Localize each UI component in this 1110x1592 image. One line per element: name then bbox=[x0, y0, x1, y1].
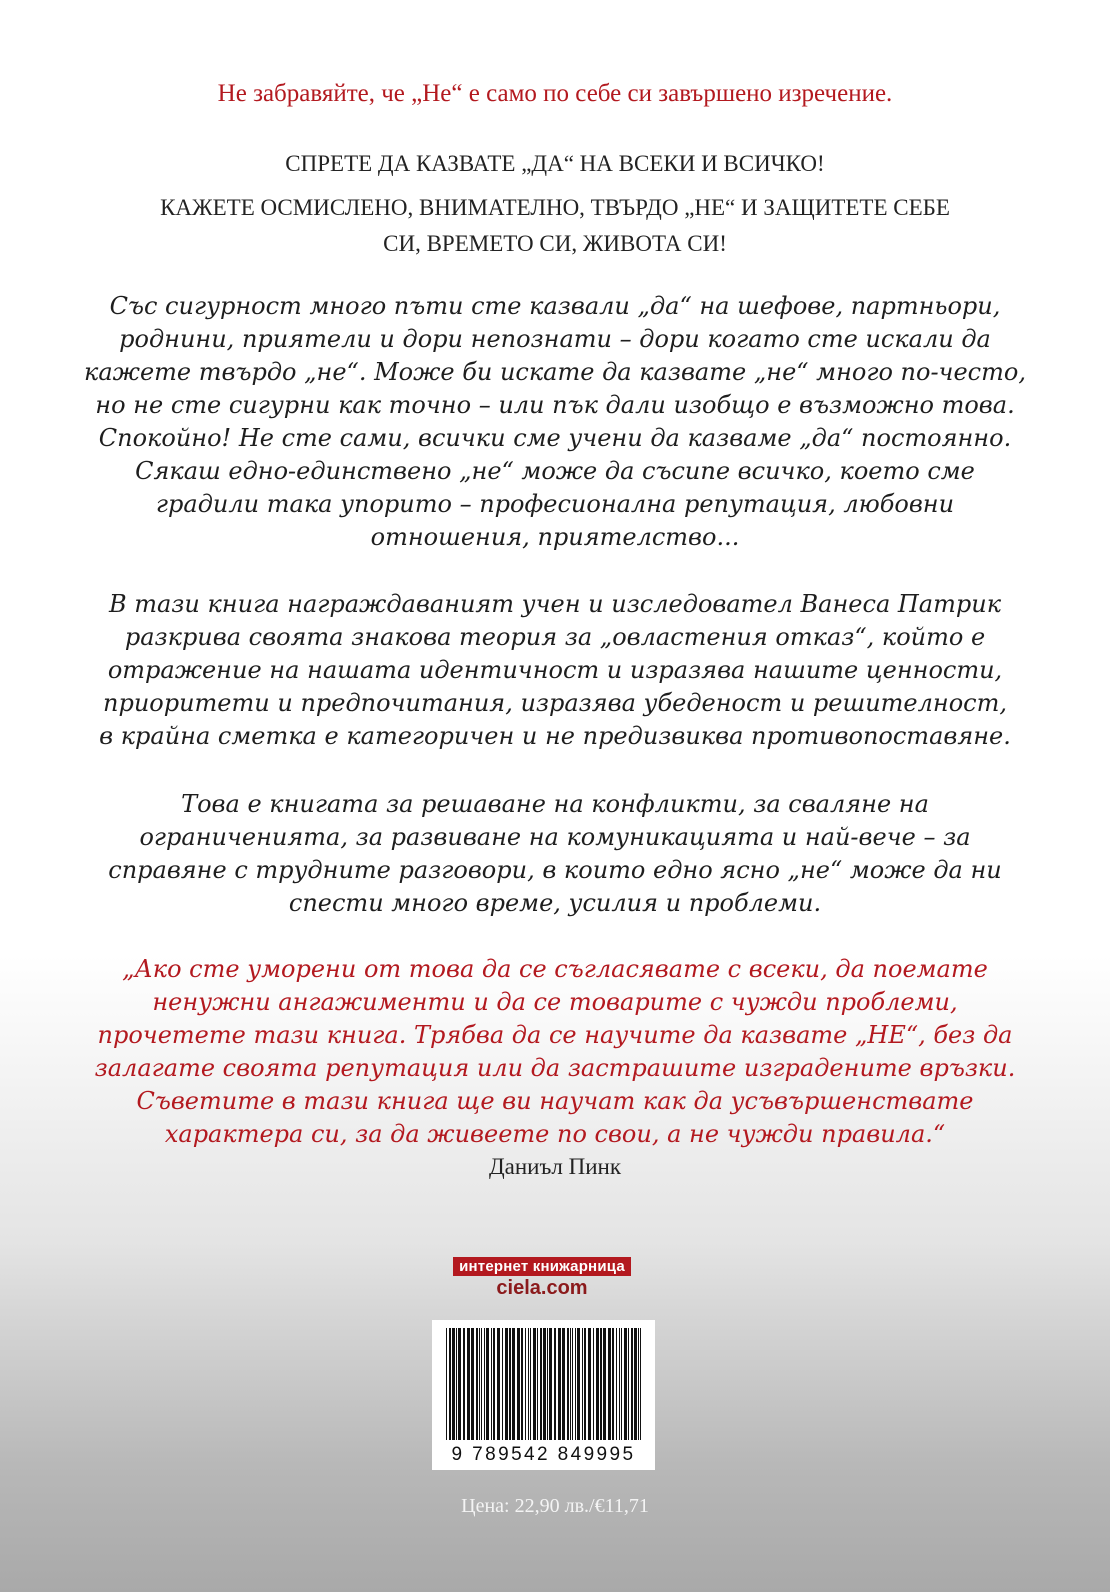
quote-author: Даниъл Пинк bbox=[488, 1154, 622, 1179]
paragraph1-line: Сякаш едно-единствено „не“ може да съсипе всичко, което сме bbox=[135, 457, 975, 485]
barcode-bar bbox=[517, 1328, 520, 1440]
barcode-bar bbox=[567, 1328, 569, 1440]
barcode-bar bbox=[638, 1328, 639, 1440]
paragraph1-line: кажете твърдо „не“. Може би искате да казвате „не“ много по-често, bbox=[84, 358, 1026, 386]
paragraph2-line: в крайна сметка е категоричен и не предизвиква противопоставяне. bbox=[99, 722, 1011, 750]
barcode-bar bbox=[616, 1328, 617, 1440]
callout-line-2: КАЖЕТЕ ОСМИСЛЕНО, ВНИМАТЕЛНО, ТВЪРДО „НЕ“ И ЗАЩИТЕТЕ СЕБЕ bbox=[160, 195, 950, 220]
barcode-bar bbox=[456, 1328, 457, 1440]
paragraph3-line: Това е книгата за решаване на конфликти, за сваляне на bbox=[181, 790, 929, 818]
barcode-bar bbox=[624, 1328, 627, 1440]
quote-line: залагате своята репутация или да застрашите изградените връзки. bbox=[94, 1054, 1016, 1082]
paragraph2-line: приоритети и предпочитания, изразява убеденост и решителност, bbox=[103, 689, 1007, 717]
barcode-bar bbox=[577, 1328, 580, 1440]
barcode-bar bbox=[640, 1328, 641, 1440]
paragraph1-line: Със сигурност много пъти сте казвали „да“ на шефове, партньори, bbox=[109, 292, 1001, 320]
barcode-bar bbox=[449, 1328, 451, 1440]
barcode-bar bbox=[497, 1328, 500, 1440]
logo-bottom-label: ciela.com bbox=[496, 1277, 588, 1299]
barcode-bar bbox=[509, 1328, 511, 1440]
barcode-bar bbox=[547, 1328, 548, 1440]
barcode-bar bbox=[512, 1328, 515, 1440]
barcode-bar bbox=[543, 1328, 546, 1440]
paragraph3-line: спести много време, усилия и проблеми. bbox=[288, 889, 822, 917]
barcode-bar bbox=[584, 1328, 586, 1440]
barcode-bar bbox=[446, 1328, 447, 1440]
quote-line: Съветите в тази книга ще ви научат как да усъвършенствате bbox=[136, 1087, 974, 1115]
price-label: Цена: 22,90 лв./€11,71 bbox=[461, 1495, 649, 1517]
barcode-bar bbox=[631, 1328, 633, 1440]
barcode-bar bbox=[521, 1328, 523, 1440]
paragraph1-line: отношения, приятелство... bbox=[370, 523, 740, 551]
paragraph3-line: справяне с трудните разговори, в които едно ясно „не“ може да ни bbox=[108, 856, 1002, 884]
quote-line: ненужни ангажименти и да се товарите с чужди проблеми, bbox=[152, 988, 958, 1016]
barcode-bar bbox=[582, 1328, 583, 1440]
barcode-bar bbox=[603, 1328, 606, 1440]
barcode-bar bbox=[593, 1328, 594, 1440]
paragraph1-line: градили така упорито – професионална репутация, любовни bbox=[155, 490, 955, 518]
barcode-bar bbox=[533, 1328, 536, 1440]
barcode-bar bbox=[463, 1328, 465, 1440]
barcode-bar bbox=[540, 1328, 542, 1440]
barcode-bar bbox=[608, 1328, 611, 1440]
paragraph2-line: разкрива своята знакова теория за „овластения отказ“, който е bbox=[124, 623, 986, 651]
barcode-bar bbox=[458, 1328, 461, 1440]
barcode-bar bbox=[537, 1328, 538, 1440]
barcode-bar bbox=[486, 1328, 489, 1440]
paragraph1-line: но не сте сигурни как точно – или пък дали изобщо е възможно това. bbox=[95, 391, 1015, 419]
barcode-bar bbox=[467, 1328, 470, 1440]
barcode-bars bbox=[432, 1320, 655, 1444]
paragraph3-line: ограниченията, за развиване на комуникацията и най-вече – за bbox=[139, 823, 971, 851]
isbn-barcode bbox=[432, 1320, 655, 1470]
paragraph1-line: роднини, приятели и дори непознати – дори когато сте искали да bbox=[119, 325, 991, 353]
callout-line-1: СПРЕТЕ ДА КАЗВАТЕ „ДА“ НА ВСЕКИ И ВСИЧКО! bbox=[285, 151, 825, 176]
barcode-bar bbox=[562, 1328, 565, 1440]
barcode-bar bbox=[528, 1328, 529, 1440]
paragraph1-line: Спокойно! Не сте сами, всички сме учени да казваме „да“ постоянно. bbox=[98, 424, 1012, 452]
barcode-bar bbox=[621, 1328, 622, 1440]
barcode-bar bbox=[491, 1328, 492, 1440]
barcode-bar bbox=[634, 1328, 637, 1440]
barcode-bar bbox=[471, 1328, 474, 1440]
quote-line: „Ако сте уморени от това да се съгласявате с всеки, да поемате bbox=[122, 955, 988, 983]
quote-line: характера си, за да живеете по свои, а не чужди правила.“ bbox=[164, 1120, 946, 1148]
barcode-bar bbox=[628, 1328, 629, 1440]
paragraph2-line: В тази книга награждаваният учен и изследовател Ванеса Патрик bbox=[108, 590, 1002, 618]
barcode-bar bbox=[502, 1328, 503, 1440]
barcode-bar bbox=[600, 1328, 602, 1440]
quote-line: прочетете тази книга. Трябва да се научите да казвате „НЕ“, без да bbox=[97, 1021, 1013, 1049]
logo-top-label: интернет книжарница bbox=[453, 1257, 631, 1276]
barcode-bar bbox=[596, 1328, 599, 1440]
tagline: Не забравяйте, че „Не“ е само по себе си завършено изречение. bbox=[217, 80, 893, 107]
barcode-bar bbox=[558, 1328, 561, 1440]
barcode-bar bbox=[493, 1328, 495, 1440]
barcode-bar bbox=[525, 1328, 526, 1440]
barcode-bar bbox=[452, 1328, 455, 1440]
barcode-bar bbox=[612, 1328, 614, 1440]
barcode-bar bbox=[619, 1328, 620, 1440]
barcode-bar bbox=[530, 1328, 531, 1440]
barcode-bar bbox=[588, 1328, 591, 1440]
paragraph2-line: отражение на нашата идентичност и изразява нашите ценности, bbox=[107, 656, 1003, 684]
barcode-bar bbox=[554, 1328, 556, 1440]
barcode-bar bbox=[476, 1328, 478, 1440]
ciela-logo bbox=[433, 1256, 651, 1300]
barcode-bar bbox=[549, 1328, 552, 1440]
barcode-bar bbox=[570, 1328, 571, 1440]
barcode-bar bbox=[484, 1328, 485, 1440]
isbn-number: 9 789542 849995 bbox=[451, 1444, 636, 1465]
barcode-bar bbox=[505, 1328, 508, 1440]
barcode-bar bbox=[481, 1328, 482, 1440]
barcode-bar bbox=[572, 1328, 573, 1440]
barcode-bar bbox=[575, 1328, 576, 1440]
callout-line-3: СИ, ВРЕМЕТО СИ, ЖИВОТА СИ! bbox=[383, 231, 727, 256]
barcode-bar bbox=[479, 1328, 480, 1440]
